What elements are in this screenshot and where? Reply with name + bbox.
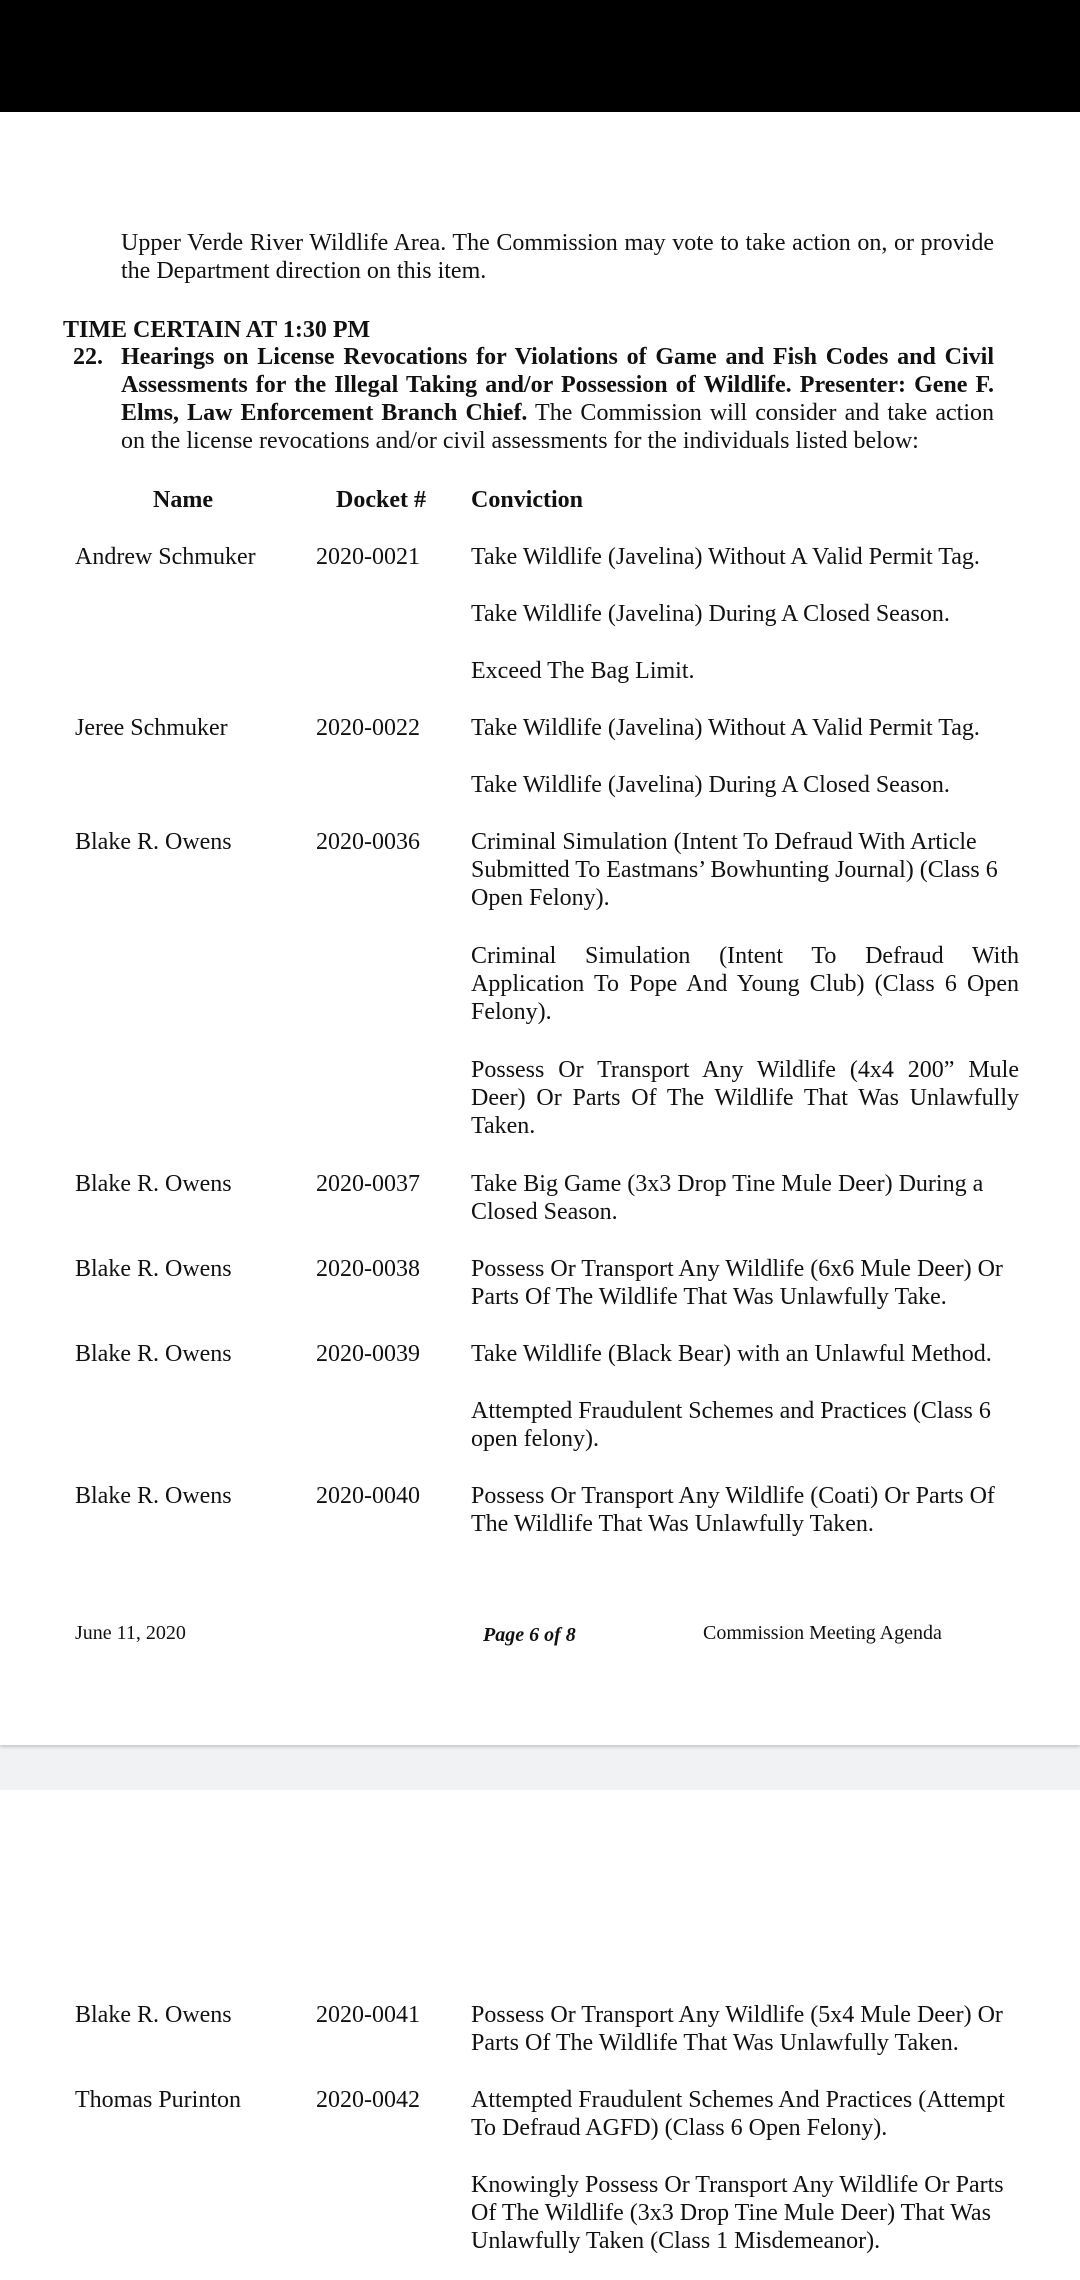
item-bold-text: Hearings on License Revocations for Violations of Game and Fish Codes and Civil Assessments for the Illegal Taking and/or Possession of Wildlife. Presenter: Gene F. Elms, Law Enforcement Branch Chief. xyxy=(121,344,994,426)
row-name: Jeree Schmuker xyxy=(75,715,228,741)
row-docket: 2020-0037 xyxy=(316,1171,420,1197)
row-docket: 2020-0042 xyxy=(316,2087,420,2113)
row-docket: 2020-0036 xyxy=(316,829,420,855)
conviction-text: Take Wildlife (Javelina) Without A Valid Permit Tag. xyxy=(471,544,980,570)
conviction-text: Take Wildlife (Javelina) During A Closed Season. xyxy=(471,772,950,798)
row-name: Andrew Schmuker xyxy=(75,544,256,570)
row-docket: 2020-0039 xyxy=(316,1341,420,1367)
conviction-text: Criminal Simulation (Intent To Defraud With Article Submitted To Eastmans’ Bowhunting Journal) (Class 6 Open Felony). xyxy=(471,829,998,911)
row-docket: 2020-0021 xyxy=(316,544,420,570)
conviction-text: Take Big Game (3x3 Drop Tine Mule Deer) During a Closed Season. xyxy=(471,1171,984,1225)
footer-date: June 11, 2020 xyxy=(75,1622,186,1644)
row-name: Blake R. Owens xyxy=(75,1171,232,1197)
item-description xyxy=(121,343,994,455)
row-name: Blake R. Owens xyxy=(75,1341,232,1367)
column-header-docket: Docket # xyxy=(336,487,426,513)
document-page-1 xyxy=(0,112,1080,1745)
row-name: Blake R. Owens xyxy=(75,1256,232,1282)
top-black-bar xyxy=(0,0,1080,112)
item-number: 22. xyxy=(73,344,103,370)
conviction-text: Possess Or Transport Any Wildlife (4x4 200” Mule Deer) Or Parts Of The Wildlife That Was Unlawfully Taken. xyxy=(471,1057,1019,1139)
row-docket: 2020-0041 xyxy=(316,2002,420,2028)
conviction-text: Attempted Fraudulent Schemes and Practices (Class 6 open felony). xyxy=(471,1398,991,1452)
intro-paragraph: Upper Verde River Wildlife Area. The Commission may vote to take action on, or provide the Department direction on this item. xyxy=(121,230,994,284)
row-docket: 2020-0040 xyxy=(316,1483,420,1509)
conviction-text: Possess Or Transport Any Wildlife (5x4 Mule Deer) Or Parts Of The Wildlife That Was Unlawfully Taken. xyxy=(471,2002,1003,2056)
time-certain-heading: TIME CERTAIN AT 1:30 PM xyxy=(63,317,371,343)
item-plain-text: The Commission will consider and take action on the license revocations and/or civil assessments for the individuals listed below: xyxy=(121,400,994,454)
document-page-2 xyxy=(0,1790,1080,2280)
column-header-conviction: Conviction xyxy=(471,487,584,513)
conviction-text: Criminal Simulation (Intent To Defraud With Application To Pope And Young Club) (Class 6 Open Felony). xyxy=(471,943,1019,1025)
conviction-text: Possess Or Transport Any Wildlife (6x6 Mule Deer) Or Parts Of The Wildlife That Was Unlawfully Take. xyxy=(471,1256,1003,1310)
row-docket: 2020-0022 xyxy=(316,715,420,741)
conviction-text: Take Wildlife (Javelina) During A Closed Season. xyxy=(471,601,950,627)
row-name: Blake R. Owens xyxy=(75,829,232,855)
conviction-text: Possess Or Transport Any Wildlife (Coati) Or Parts Of The Wildlife That Was Unlawfully Taken. xyxy=(471,1483,995,1537)
column-header-name: Name xyxy=(153,487,213,513)
row-name: Thomas Purinton xyxy=(75,2087,241,2113)
row-docket: 2020-0038 xyxy=(316,1256,420,1282)
row-name: Blake R. Owens xyxy=(75,1483,232,1509)
footer-title: Commission Meeting Agenda xyxy=(703,1622,942,1644)
conviction-text: Take Wildlife (Black Bear) with an Unlawful Method. xyxy=(471,1341,992,1367)
conviction-text: Exceed The Bag Limit. xyxy=(471,658,695,684)
conviction-text: Knowingly Possess Or Transport Any Wildlife Or Parts Of The Wildlife (3x3 Drop Tine Mule Deer) That Was Unlawfully Taken (Class 1 Misdemeanor). xyxy=(471,2172,1004,2254)
conviction-text: Attempted Fraudulent Schemes And Practices (Attempt To Defraud AGFD) (Class 6 Open Felony). xyxy=(471,2087,1005,2141)
footer-page-number: Page 6 of 8 xyxy=(483,1624,576,1646)
row-name: Blake R. Owens xyxy=(75,2002,232,2028)
conviction-text: Take Wildlife (Javelina) Without A Valid Permit Tag. xyxy=(471,715,980,741)
